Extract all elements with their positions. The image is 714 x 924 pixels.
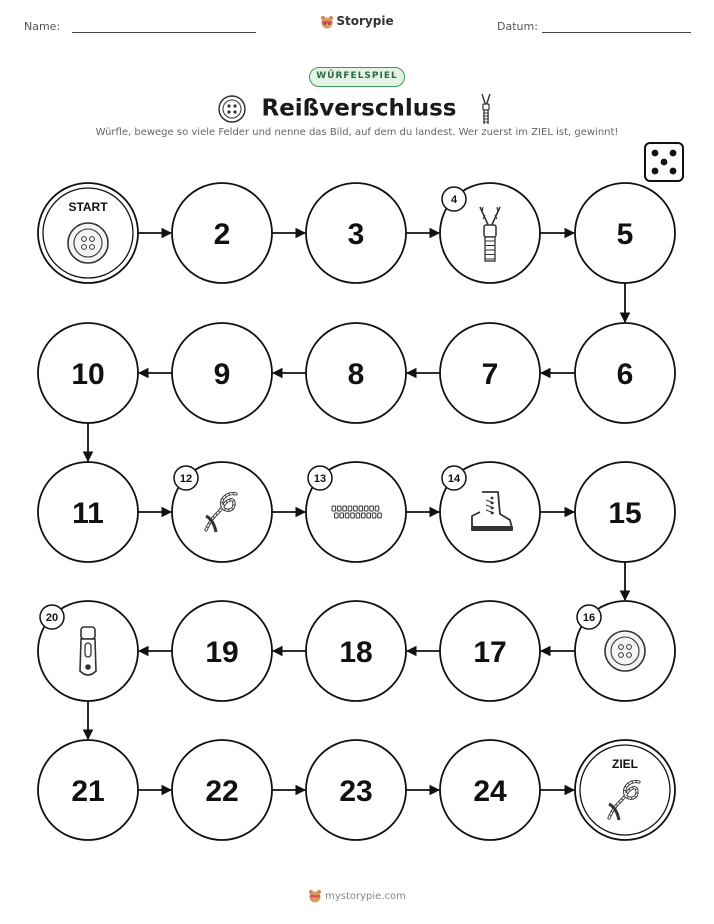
field-number-badge-text: 4 [450, 194, 458, 206]
footer [0, 889, 714, 903]
field-18[interactable] [306, 601, 406, 701]
field-25[interactable] [575, 740, 675, 840]
field-number: 22 [205, 775, 239, 808]
field-number: 7 [481, 358, 499, 391]
field-2[interactable] [172, 183, 272, 283]
field-3[interactable] [306, 183, 406, 283]
field-1[interactable] [38, 183, 138, 283]
field-cells [38, 183, 675, 840]
field-12[interactable] [172, 462, 272, 562]
instructions: Würfle, bewege so viele Felder und nenne das Bild, auf dem du landest. Wer zuerst im ZIEL ist, gewinnt! [95, 127, 619, 138]
field-24[interactable] [440, 740, 540, 840]
field-number: 18 [339, 636, 373, 669]
field-number-badge-text: 12 [179, 473, 193, 485]
field-14[interactable] [440, 462, 540, 562]
field-number: 6 [616, 358, 634, 391]
field-7[interactable] [440, 323, 540, 423]
start-label: START [68, 200, 108, 214]
field-16[interactable] [575, 601, 675, 701]
button-icon [68, 223, 108, 263]
field-number-badge-text: 20 [45, 612, 59, 624]
name-label: Name: [24, 20, 61, 33]
field-number: 17 [473, 636, 507, 669]
field-number: 24 [473, 775, 507, 808]
brand-name: Storypie [336, 14, 394, 28]
button-icon [605, 631, 645, 671]
field-15[interactable] [575, 462, 675, 562]
field-number-badge-text: 13 [313, 473, 327, 485]
field-number: 11 [72, 497, 104, 530]
dice-five-icon [645, 143, 683, 181]
field-number: 2 [213, 218, 231, 251]
date-label: Datum: [497, 20, 538, 33]
storypie-bear-icon [308, 889, 322, 903]
field-10[interactable] [38, 323, 138, 423]
field-11[interactable] [38, 462, 138, 562]
field-19[interactable] [172, 601, 272, 701]
field-22[interactable] [172, 740, 272, 840]
field-23[interactable] [306, 740, 406, 840]
field-20[interactable] [38, 601, 138, 701]
footer-site[interactable]: mystorypie.com [325, 891, 406, 902]
zipper-pull-icon [80, 627, 96, 675]
field-6[interactable] [575, 323, 675, 423]
title-text: Reißverschluss [261, 95, 457, 122]
field-8[interactable] [306, 323, 406, 423]
field-13[interactable] [306, 462, 406, 562]
field-number: 3 [347, 218, 365, 251]
category-badge: WÜRFELSPIEL [309, 67, 405, 87]
field-number: 15 [608, 497, 642, 530]
field-number: 5 [616, 218, 634, 251]
field-number: 21 [71, 775, 105, 808]
ziel-label: ZIEL [612, 757, 638, 771]
field-number-badge-text: 14 [447, 473, 461, 485]
field-9[interactable] [172, 323, 272, 423]
field-4[interactable] [440, 183, 540, 283]
field-number-badge-text: 16 [582, 612, 596, 624]
field-number: 23 [339, 775, 373, 808]
field-number: 9 [213, 358, 231, 391]
field-number: 10 [71, 358, 105, 391]
field-number: 8 [347, 358, 365, 391]
field-21[interactable] [38, 740, 138, 840]
field-17[interactable] [440, 601, 540, 701]
field-5[interactable] [575, 183, 675, 283]
field-number: 19 [205, 636, 239, 669]
